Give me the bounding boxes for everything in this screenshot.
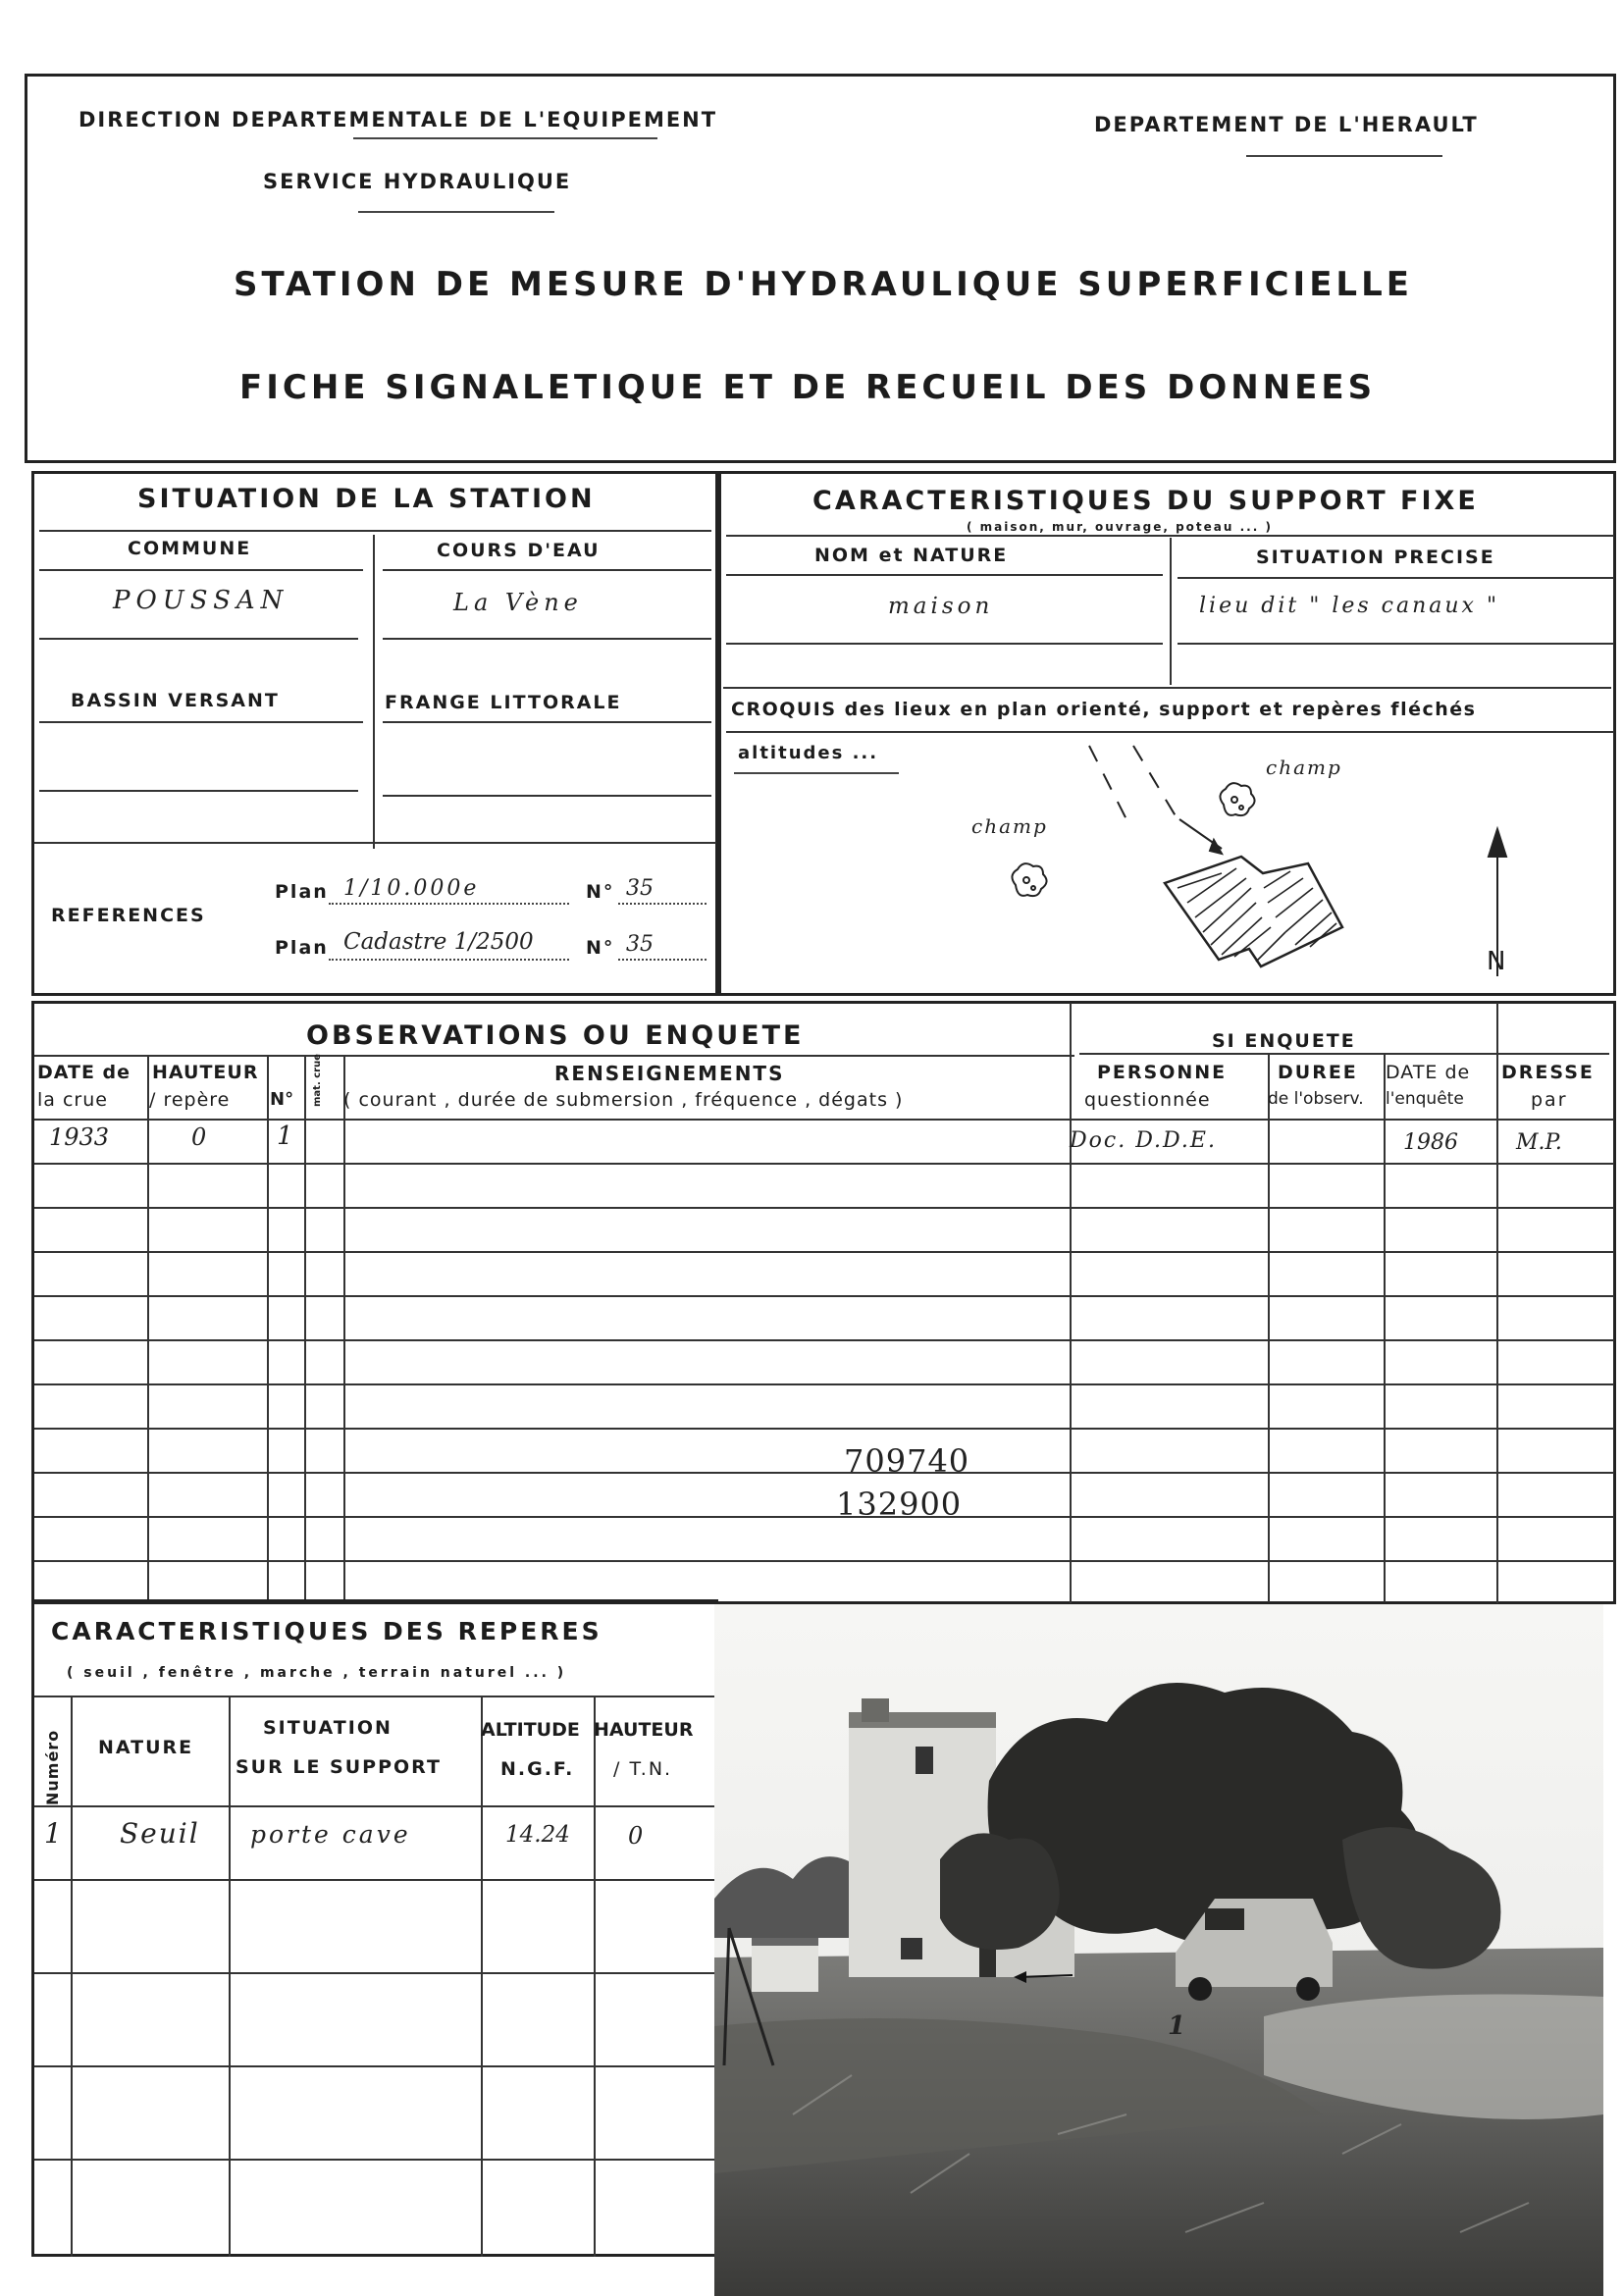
sketch-north: N [1487,947,1506,976]
rule [726,574,1163,576]
cours-value: La Vène [453,589,583,616]
row1-personne: Doc. D.D.E. [1070,1128,1217,1153]
rule [71,1697,73,2257]
col-nature: NATURE [98,1737,194,1758]
rule [383,721,711,723]
support-subtitle: ( maison, mur, ouvrage, poteau ... ) [967,520,1273,534]
col-hauteur-1: HAUTEUR [152,1062,259,1083]
croquis-label: CROQUIS des lieux en plan orienté, support et repères fléchés [731,699,1477,720]
rule [383,569,711,571]
repere1-situation: porte cave [250,1820,411,1849]
commune-label: COMMUNE [128,538,252,559]
plan2-label: Plan [275,937,329,959]
situation-precise-label: SITUATION PRECISE [1256,547,1495,568]
cours-label: COURS D'EAU [437,540,601,561]
rule [34,1055,1074,1057]
direction-label: DIRECTION DEPARTEMENTALE DE L'EQUIPEMENT [79,108,718,131]
rule [723,687,1611,689]
frange-label: FRANGE LITTORALE [385,692,622,713]
rule [34,1339,1614,1341]
sketch-champ-left: champ [971,814,1048,838]
plan2-value: Cadastre 1/2500 [343,929,534,955]
rule [39,569,363,571]
sketch-champ-top: champ [1266,756,1342,779]
col-mat-crue: mat. crue [312,1054,323,1107]
col-altitude-2: N.G.F. [500,1758,575,1780]
station-photo [714,1604,1603,2296]
nom-value: maison [888,594,994,619]
direction-underline [353,137,657,139]
rule [1178,577,1614,579]
references-label: REFERENCES [51,905,206,926]
rule [147,1055,149,1602]
rule [39,790,358,792]
rule [726,535,1614,537]
repere1-altitude: 14.24 [505,1822,570,1848]
row1-dresse: M.P. [1516,1130,1562,1155]
si-enquete-label: SI ENQUETE [1212,1030,1356,1052]
rule [34,1516,1614,1518]
col-personne-2: questionnée [1084,1089,1211,1111]
col-date-crue-1: DATE de [37,1062,131,1083]
col-duree-2: de l'observ. [1268,1089,1364,1109]
nom-label: NOM et NATURE [814,545,1009,566]
rule [383,638,711,640]
col-duree-1: DUREE [1278,1062,1358,1083]
commune-value: POUSSAN [113,586,289,615]
rule [1178,643,1614,645]
rule [34,1119,1614,1121]
rule [34,1207,1614,1209]
row1-hauteur: 0 [191,1123,207,1151]
rule [373,535,375,849]
col-hauteur-tn-1: HAUTEUR [594,1719,694,1741]
plan1-dots [329,903,569,905]
support-title: CARACTERISTIQUES DU SUPPORT FIXE [812,486,1479,516]
service-underline [358,211,554,213]
photo-marker: 1 [1168,2011,1186,2041]
rule [267,1055,269,1602]
col-situation-2: SUR LE SUPPORT [236,1756,442,1778]
service-label: SERVICE HYDRAULIQUE [263,170,572,193]
observations-title: OBSERVATIONS OU ENQUETE [306,1020,805,1051]
rule [1268,1055,1270,1602]
rule [34,1805,716,1807]
plan2-no-label: N° [586,937,615,959]
plan1-no-dots [618,903,707,905]
rule [594,1697,596,2257]
col-hauteur-tn-2: / T.N. [613,1758,673,1780]
main-title: STATION DE MESURE D'HYDRAULIQUE SUPERFICIELLE [234,265,1413,304]
plan2-no-dots [618,959,707,961]
rule [34,1560,1614,1562]
rule [1170,538,1172,685]
col-numero: Numéro [43,1729,62,1805]
repere1-numero: 1 [44,1817,62,1850]
rule [39,530,711,532]
rule [481,1697,483,2257]
situation-precise-value: lieu dit " les canaux " [1199,594,1500,618]
bassin-label: BASSIN VERSANT [71,690,280,711]
repere1-hauteur: 0 [628,1822,644,1850]
rule [34,842,716,844]
rule [304,1055,306,1602]
plan1-label: Plan [275,881,329,903]
repere1-nature: Seuil [120,1817,200,1850]
rule [39,721,363,723]
col-dresse-1: DRESSE [1501,1062,1595,1083]
rule [1079,1053,1609,1055]
rule [383,795,711,797]
rule [34,1972,716,1974]
col-date-enquete-2: l'enquête [1386,1089,1464,1109]
rule [34,1472,1614,1474]
col-situation-1: SITUATION [263,1717,393,1739]
col-renseignements-2: ( courant , durée de submersion , fréquence , dégats ) [343,1089,904,1111]
rule [229,1697,231,2257]
rule [34,1428,1614,1430]
col-personne-1: PERSONNE [1097,1062,1228,1083]
rule [34,1383,1614,1385]
sub-title: FICHE SIGNALETIQUE ET DE RECUEIL DES DONNEES [239,368,1377,407]
col-no: N° [270,1089,294,1110]
row1-no: 1 [277,1122,293,1151]
plan1-value: 1/10.000e [343,876,480,901]
altitudes-label: altitudes ... [738,743,879,763]
rule [34,1295,1614,1297]
rule [726,643,1163,645]
departement-label: DEPARTEMENT DE L'HERAULT [1094,113,1479,136]
rule [1070,1003,1072,1603]
reperes-title: CARACTERISTIQUES DES REPERES [51,1617,602,1645]
situation-title: SITUATION DE LA STATION [137,484,596,514]
croquis-sketch [726,731,1609,991]
row1-date-enquete: 1986 [1403,1130,1458,1155]
col-altitude-1: ALTITUDE [481,1719,580,1741]
col-hauteur-2: / repère [149,1089,231,1111]
departement-underline [1246,155,1442,157]
coord-x: 709740 [844,1442,970,1480]
row1-date: 1933 [49,1123,110,1151]
col-date-crue-2: la crue [37,1089,108,1111]
col-renseignements-1: RENSEIGNEMENTS [554,1062,785,1085]
plan1-no-value: 35 [626,876,654,901]
rule [34,2159,716,2161]
reperes-subtitle: ( seuil , fenêtre , marche , terrain naturel ... ) [67,1665,567,1681]
coord-y: 132900 [836,1486,963,1523]
rule [34,1163,1614,1165]
rule [34,1251,1614,1253]
rule [1384,1055,1386,1602]
rule [34,2065,716,2067]
rule [1496,1003,1498,1603]
rule [39,638,358,640]
col-dresse-2: par [1531,1089,1568,1111]
col-date-enquete-1: DATE de [1386,1062,1471,1083]
plan1-no-label: N° [586,881,615,903]
rule [34,1879,716,1881]
plan2-no-value: 35 [626,932,654,957]
plan2-dots [329,959,569,961]
rule [34,1696,716,1697]
rule [343,1055,345,1602]
